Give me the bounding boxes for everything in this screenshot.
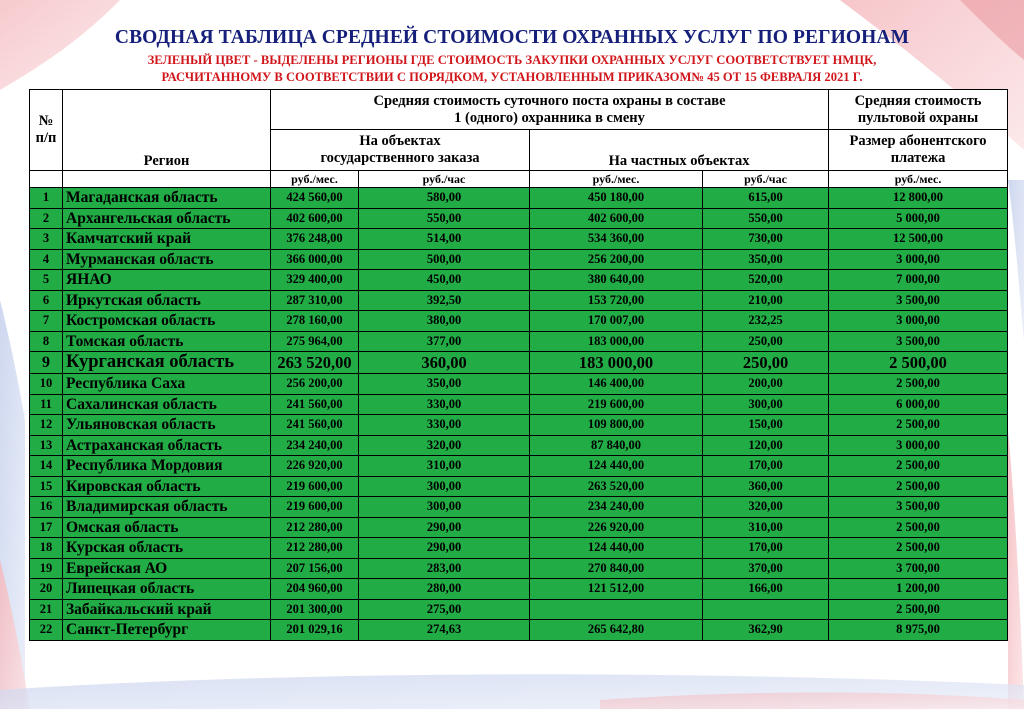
private-hour-cost: 210,00 <box>703 290 829 311</box>
private-hour-cost: 362,90 <box>703 620 829 641</box>
row-number: 2 <box>30 208 63 229</box>
state-month-cost: 204 960,00 <box>271 579 359 600</box>
private-month-cost: 270 840,00 <box>530 558 703 579</box>
unit-subscription-month: руб./мес. <box>829 171 1008 188</box>
subscription-month-cost: 12 800,00 <box>829 188 1008 209</box>
header-row-1 <box>30 90 1008 130</box>
private-hour-cost: 520,00 <box>703 270 829 291</box>
region-name: Ульяновская область <box>63 415 271 436</box>
subscription-month-cost: 2 500,00 <box>829 415 1008 436</box>
table-row <box>30 331 1008 352</box>
region-name: Томская область <box>63 331 271 352</box>
unit-state-month: руб./мес. <box>271 171 359 188</box>
private-month-cost: 146 400,00 <box>530 374 703 395</box>
table-row <box>30 620 1008 641</box>
private-month-cost: 124 440,00 <box>530 456 703 477</box>
state-hour-cost: 283,00 <box>359 558 530 579</box>
table-row <box>30 270 1008 291</box>
table-row <box>30 290 1008 311</box>
state-month-cost: 256 200,00 <box>271 374 359 395</box>
table-row <box>30 249 1008 270</box>
state-hour-cost: 320,00 <box>359 435 530 456</box>
table-row <box>30 435 1008 456</box>
private-hour-cost: 120,00 <box>703 435 829 456</box>
private-hour-cost: 200,00 <box>703 374 829 395</box>
state-hour-cost: 310,00 <box>359 456 530 477</box>
state-hour-cost: 514,00 <box>359 229 530 250</box>
region-name: Камчатский край <box>63 229 271 250</box>
private-hour-cost: 250,00 <box>703 331 829 352</box>
table-row <box>30 579 1008 600</box>
state-hour-cost: 350,00 <box>359 374 530 395</box>
private-hour-cost: 730,00 <box>703 229 829 250</box>
header-state-line1: На объектах <box>359 133 441 149</box>
state-month-cost: 212 280,00 <box>271 538 359 559</box>
state-month-cost: 402 600,00 <box>271 208 359 229</box>
header-region: Регион <box>63 90 271 171</box>
region-name: Курганская область <box>63 352 271 374</box>
state-month-cost: 212 280,00 <box>271 517 359 538</box>
header-remote-line2: пультовой охраны <box>857 109 979 126</box>
state-hour-cost: 580,00 <box>359 188 530 209</box>
state-month-cost: 287 310,00 <box>271 290 359 311</box>
state-month-cost: 241 560,00 <box>271 394 359 415</box>
region-name: Магаданская область <box>63 188 271 209</box>
state-hour-cost: 290,00 <box>359 538 530 559</box>
region-name: Костромская область <box>63 311 271 332</box>
row-number: 16 <box>30 497 63 518</box>
row-number: 12 <box>30 415 63 436</box>
private-month-cost: 183 000,00 <box>530 331 703 352</box>
table-row <box>30 415 1008 436</box>
region-name: Забайкальский край <box>63 599 271 620</box>
private-hour-cost: 370,00 <box>703 558 829 579</box>
private-month-cost <box>530 599 703 620</box>
unit-private-month: руб./мес. <box>530 171 703 188</box>
table-row <box>30 311 1008 332</box>
header-subscription <box>829 130 1008 171</box>
subscription-month-cost: 2 500,00 <box>829 538 1008 559</box>
region-name: Владимирская область <box>63 497 271 518</box>
row-number: 19 <box>30 558 63 579</box>
private-hour-cost: 360,00 <box>703 476 829 497</box>
private-month-cost: 534 360,00 <box>530 229 703 250</box>
table-row <box>30 517 1008 538</box>
region-name: Республика Саха <box>63 374 271 395</box>
subscription-month-cost: 12 500,00 <box>829 229 1008 250</box>
subscription-month-cost: 2 500,00 <box>829 374 1008 395</box>
cost-table <box>29 89 1008 641</box>
region-name: Курская область <box>63 538 271 559</box>
row-number: 10 <box>30 374 63 395</box>
subtitle-line-2: РАСЧИТАННОМУ В СООТВЕТСТВИИ С ПОРЯДКОМ, УСТАНОВЛЕННЫМ ПРИКАЗОМ№ 45 ОТ 15 ФЕВРАЛЯ 2021 Г. <box>161 70 863 84</box>
state-hour-cost: 274,63 <box>359 620 530 641</box>
state-month-cost: 234 240,00 <box>271 435 359 456</box>
subscription-month-cost: 3 000,00 <box>829 435 1008 456</box>
state-hour-cost: 500,00 <box>359 249 530 270</box>
state-hour-cost: 330,00 <box>359 415 530 436</box>
header-private-objects: На частных объектах <box>530 130 829 171</box>
row-number: 1 <box>30 188 63 209</box>
private-month-cost: 450 180,00 <box>530 188 703 209</box>
units-empty-region <box>63 171 271 188</box>
state-month-cost: 424 560,00 <box>271 188 359 209</box>
header-number-label: № п/п <box>35 113 57 146</box>
subscription-month-cost: 2 500,00 <box>829 456 1008 477</box>
units-empty-num <box>30 171 63 188</box>
subscription-month-cost: 5 000,00 <box>829 208 1008 229</box>
table-row <box>30 476 1008 497</box>
region-name: Мурманская область <box>63 249 271 270</box>
table-row <box>30 599 1008 620</box>
subscription-month-cost: 7 000,00 <box>829 270 1008 291</box>
region-name: ЯНАО <box>63 270 271 291</box>
private-month-cost: 380 640,00 <box>530 270 703 291</box>
region-name: Еврейская АО <box>63 558 271 579</box>
region-name: Омская область <box>63 517 271 538</box>
row-number: 8 <box>30 331 63 352</box>
header-subscription-line1: Размер абонентского <box>849 133 987 149</box>
header-number <box>30 90 63 171</box>
state-hour-cost: 450,00 <box>359 270 530 291</box>
row-number: 5 <box>30 270 63 291</box>
subscription-month-cost: 2 500,00 <box>829 599 1008 620</box>
units-row <box>30 171 1008 188</box>
table-row <box>30 374 1008 395</box>
private-month-cost: 121 512,00 <box>530 579 703 600</box>
state-month-cost: 201 029,16 <box>271 620 359 641</box>
private-hour-cost: 350,00 <box>703 249 829 270</box>
private-month-cost: 183 000,00 <box>530 352 703 374</box>
header-state-objects <box>271 130 530 171</box>
unit-private-hour: руб./час <box>703 171 829 188</box>
private-month-cost: 124 440,00 <box>530 538 703 559</box>
private-hour-cost: 300,00 <box>703 394 829 415</box>
header-state-line2: государственного заказа <box>320 150 480 166</box>
private-hour-cost: 250,00 <box>703 352 829 374</box>
region-name: Сахалинская область <box>63 394 271 415</box>
header-daily-post <box>271 90 829 130</box>
state-month-cost: 219 600,00 <box>271 497 359 518</box>
region-name: Липецкая область <box>63 579 271 600</box>
row-number: 4 <box>30 249 63 270</box>
table-row <box>30 188 1008 209</box>
private-hour-cost: 320,00 <box>703 497 829 518</box>
row-number: 14 <box>30 456 63 477</box>
private-month-cost: 153 720,00 <box>530 290 703 311</box>
private-hour-cost <box>703 599 829 620</box>
region-name: Санкт-Петербург <box>63 620 271 641</box>
state-month-cost: 263 520,00 <box>271 352 359 374</box>
region-name: Астраханская область <box>63 435 271 456</box>
private-month-cost: 256 200,00 <box>530 249 703 270</box>
subscription-month-cost: 3 500,00 <box>829 331 1008 352</box>
state-hour-cost: 275,00 <box>359 599 530 620</box>
private-month-cost: 234 240,00 <box>530 497 703 518</box>
subscription-month-cost: 2 500,00 <box>829 352 1008 374</box>
row-number: 6 <box>30 290 63 311</box>
row-number: 11 <box>30 394 63 415</box>
private-month-cost: 87 840,00 <box>530 435 703 456</box>
row-number: 20 <box>30 579 63 600</box>
table-row <box>30 456 1008 477</box>
unit-state-hour: руб./час <box>359 171 530 188</box>
private-month-cost: 109 800,00 <box>530 415 703 436</box>
private-hour-cost: 166,00 <box>703 579 829 600</box>
header-daily-post-line2: 1 (одного) охранника в смену <box>454 109 645 126</box>
row-number: 18 <box>30 538 63 559</box>
state-hour-cost: 550,00 <box>359 208 530 229</box>
row-number: 7 <box>30 311 63 332</box>
state-month-cost: 329 400,00 <box>271 270 359 291</box>
state-hour-cost: 380,00 <box>359 311 530 332</box>
subtitle-line-1: ЗЕЛЕНЫЙ ЦВЕТ - ВЫДЕЛЕНЫ РЕГИОНЫ ГДЕ СТОИМОСТЬ ЗАКУПКИ ОХРАННЫХ УСЛУГ СООТВЕТСТВУЕТ НМЦК, <box>147 53 877 67</box>
subscription-month-cost: 3 500,00 <box>829 290 1008 311</box>
state-month-cost: 278 160,00 <box>271 311 359 332</box>
state-month-cost: 376 248,00 <box>271 229 359 250</box>
table-row <box>30 394 1008 415</box>
state-month-cost: 219 600,00 <box>271 476 359 497</box>
subscription-month-cost: 8 975,00 <box>829 620 1008 641</box>
region-name: Архангельская область <box>63 208 271 229</box>
table-row <box>30 538 1008 559</box>
table-row <box>30 352 1008 374</box>
subscription-month-cost: 2 500,00 <box>829 517 1008 538</box>
state-month-cost: 201 300,00 <box>271 599 359 620</box>
page-title: СВОДНАЯ ТАБЛИЦА СРЕДНЕЙ СТОИМОСТИ ОХРАННЫХ УСЛУГ ПО РЕГИОНАМ <box>114 27 910 48</box>
private-hour-cost: 150,00 <box>703 415 829 436</box>
row-number: 15 <box>30 476 63 497</box>
region-name: Иркутская область <box>63 290 271 311</box>
state-month-cost: 207 156,00 <box>271 558 359 579</box>
row-number: 17 <box>30 517 63 538</box>
state-month-cost: 241 560,00 <box>271 415 359 436</box>
header-remote-security <box>829 90 1008 130</box>
row-number: 3 <box>30 229 63 250</box>
state-hour-cost: 360,00 <box>359 352 530 374</box>
row-number: 9 <box>30 352 63 374</box>
subscription-month-cost: 3 700,00 <box>829 558 1008 579</box>
subscription-month-cost: 3 000,00 <box>829 249 1008 270</box>
subscription-month-cost: 6 000,00 <box>829 394 1008 415</box>
subscription-month-cost: 2 500,00 <box>829 476 1008 497</box>
state-hour-cost: 300,00 <box>359 476 530 497</box>
private-hour-cost: 170,00 <box>703 538 829 559</box>
private-month-cost: 219 600,00 <box>530 394 703 415</box>
private-hour-cost: 615,00 <box>703 188 829 209</box>
private-hour-cost: 550,00 <box>703 208 829 229</box>
table-row <box>30 229 1008 250</box>
state-hour-cost: 280,00 <box>359 579 530 600</box>
table-row <box>30 558 1008 579</box>
private-month-cost: 170 007,00 <box>530 311 703 332</box>
private-month-cost: 263 520,00 <box>530 476 703 497</box>
table-row <box>30 497 1008 518</box>
row-number: 13 <box>30 435 63 456</box>
state-hour-cost: 330,00 <box>359 394 530 415</box>
header-subscription-line2: платежа <box>890 150 946 166</box>
private-month-cost: 226 920,00 <box>530 517 703 538</box>
state-hour-cost: 290,00 <box>359 517 530 538</box>
subscription-month-cost: 3 500,00 <box>829 497 1008 518</box>
private-hour-cost: 310,00 <box>703 517 829 538</box>
subscription-month-cost: 1 200,00 <box>829 579 1008 600</box>
state-month-cost: 275 964,00 <box>271 331 359 352</box>
private-month-cost: 265 642,80 <box>530 620 703 641</box>
region-name: Кировская область <box>63 476 271 497</box>
region-name: Республика Мордовия <box>63 456 271 477</box>
private-hour-cost: 232,25 <box>703 311 829 332</box>
state-hour-cost: 392,50 <box>359 290 530 311</box>
header-remote-line1: Средняя стоимость <box>854 92 982 109</box>
table-row <box>30 208 1008 229</box>
row-number: 21 <box>30 599 63 620</box>
state-hour-cost: 377,00 <box>359 331 530 352</box>
state-month-cost: 226 920,00 <box>271 456 359 477</box>
state-month-cost: 366 000,00 <box>271 249 359 270</box>
private-month-cost: 402 600,00 <box>530 208 703 229</box>
state-hour-cost: 300,00 <box>359 497 530 518</box>
header-daily-post-line1: Средняя стоимость суточного поста охраны в составе <box>373 92 726 109</box>
private-hour-cost: 170,00 <box>703 456 829 477</box>
row-number: 22 <box>30 620 63 641</box>
subscription-month-cost: 3 000,00 <box>829 311 1008 332</box>
